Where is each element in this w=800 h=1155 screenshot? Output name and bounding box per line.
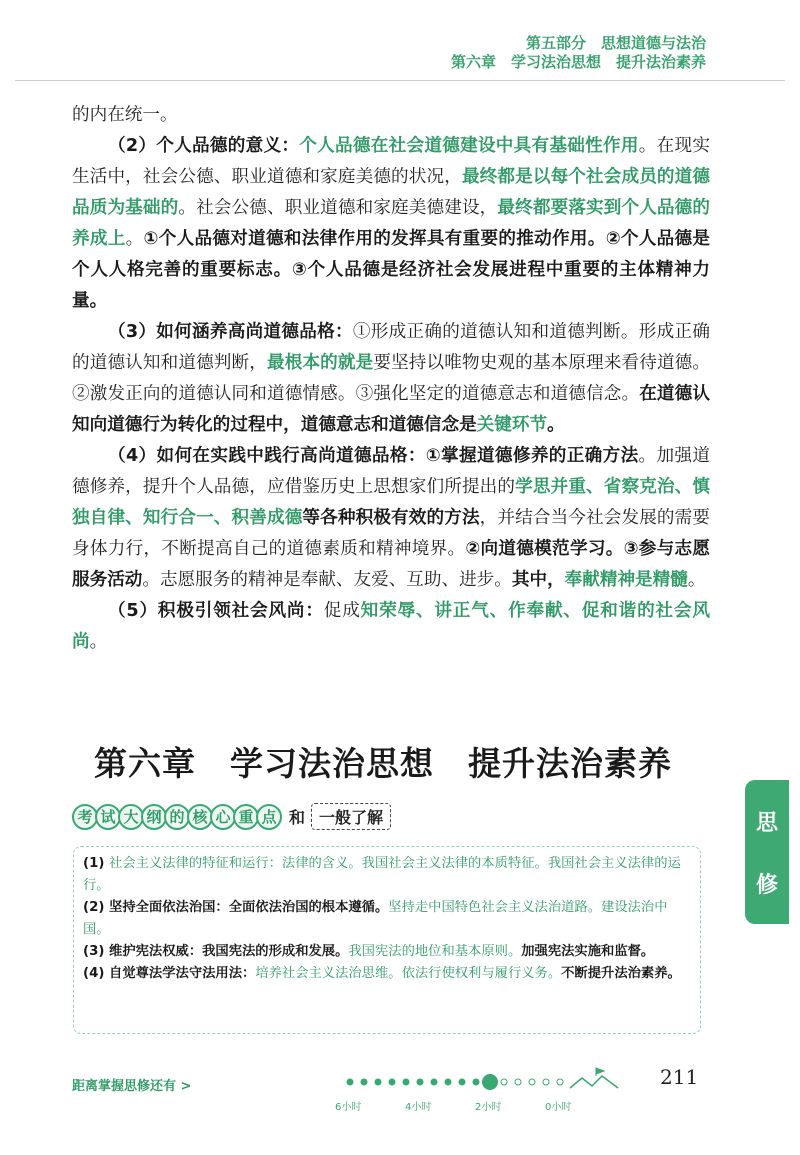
p4-text-1: 促成 [323, 601, 361, 621]
p1-title: （2）个人品德的意义： [108, 136, 300, 156]
timeline-dot [445, 1079, 451, 1085]
item-number: (1) [83, 856, 110, 871]
p2-green-2: 关键环节 [476, 415, 548, 435]
item-number: (4) [83, 966, 110, 981]
timeline-dot [529, 1079, 535, 1085]
timeline-dot [543, 1079, 549, 1085]
timeline-dot [375, 1079, 381, 1085]
core-char: 的 [164, 804, 190, 830]
p4-title: （5）积极引领社会风尚： [108, 601, 324, 621]
outline-item-2 [83, 897, 691, 941]
p3-title: （4）如何在实践中践行高尚道德品格： [108, 446, 426, 466]
timeline-dot [431, 1079, 437, 1085]
p1-bold-1: ①个人品德对道德和法律作用的发挥具有重要的推动作用。②个人品德是个人人格完善的重要标志。③个人品德是经济社会发展进程中重要的主体精神力量。 [72, 229, 710, 311]
timeline-dot [417, 1079, 423, 1085]
p2-text-2: 要坚持以唯物史观的基本原理来看待道德。②激发正向的道德认同和道德情感。③强化坚定的道德意志和道德信念。 [72, 353, 710, 404]
p3-text-3: 。志愿服务的精神是奉献、友爱、互助、进步。 [142, 570, 512, 590]
p3-text-4: 。 [687, 570, 706, 590]
p1-green-3: 最终都要落实到个人品德的养成上 [72, 198, 710, 249]
timeline-dot [361, 1079, 367, 1085]
header-part: 第五部分 思想道德与法治 [525, 34, 706, 52]
item-3-bold-2: 加强宪法实施和监督。 [521, 944, 655, 959]
side-tab-char: 修 [755, 872, 778, 898]
header-chapter: 第六章 学习法治思想 提升法治素养 [450, 53, 706, 71]
timeline-current-marker [482, 1074, 498, 1090]
outline-item-1 [83, 853, 691, 897]
p1-text-2: 。社会公德、职业道德和家庭美德建设， [178, 198, 498, 218]
chapter-title: 第六章 学习法治思想 提升法治素养 [94, 744, 672, 783]
legend-and: 和 [289, 808, 306, 827]
side-tab-char: 思 [755, 810, 778, 836]
p1-text-3: 。 [125, 229, 144, 249]
section-side-tab [745, 780, 789, 924]
item-2-bold: 坚持全面依法治国：全面依法治国的根本遵循。 [109, 900, 389, 915]
core-char: 纲 [141, 804, 167, 830]
p3-green-2: 奉献精神是精髓 [564, 570, 688, 590]
progress-caption: 距离掌握思修还有 > [72, 1079, 192, 1094]
core-char: 重 [233, 804, 259, 830]
p3-bold-2: 等各种积极有效的方法 [302, 508, 480, 528]
timeline-label: 0小时 [545, 1102, 572, 1113]
core-char: 大 [118, 804, 144, 830]
p1-text-1: 。在现实生活中，社会公德、职业道德和家庭美德的状况， [72, 136, 710, 187]
exam-outline-box [73, 846, 701, 1034]
timeline-dot [557, 1079, 563, 1085]
p2-bold-1: 在道德认知向道德行为转化的过程中，道德意志和道德信念是 [72, 384, 710, 435]
timeline-dot [347, 1079, 353, 1085]
paragraph-continuation: 的内在统一。 [72, 105, 178, 125]
p2-title: （3）如何涵养高尚道德品格： [108, 322, 353, 342]
item-3-bold: 维护宪法权威：我国宪法的形成和发展。 [109, 944, 349, 959]
timeline-label: 4小时 [405, 1102, 432, 1113]
p3-bold-3: ②向道德模范学习。③参与志愿服务活动 [72, 539, 710, 590]
paragraph-cultivate-morality [72, 317, 710, 441]
paragraph-personal-morality-significance [72, 131, 710, 317]
running-header [451, 34, 706, 72]
core-char: 心 [210, 804, 236, 830]
item-3-green: 我国宪法的地位和基本原则。 [348, 944, 522, 959]
p3-bold-1: ①掌握道德修养的正确方法 [425, 446, 639, 466]
timeline-label: 2小时 [475, 1102, 502, 1113]
p3-text-2: ，并结合当今社会发展的需要身体力行，不断提高自己的道德素质和精神境界。 [72, 508, 710, 559]
item-4-green: 培养社会主义法治思维。依法行使权利与履行义务。 [255, 966, 562, 981]
core-char: 考 [72, 804, 98, 830]
p3-green-1: 学思并重、省察克治、慎独自律、知行合一、积善成德 [72, 477, 710, 528]
timeline-label: 6小时 [335, 1102, 362, 1113]
mountain-icon [570, 1068, 618, 1088]
outline-item-4 [83, 963, 691, 985]
item-number: (3) [83, 944, 110, 959]
timeline-dot [403, 1079, 409, 1085]
paragraph-social-ethos [72, 596, 710, 658]
p1-green-2: 最终都是以每个社会成员的道德品质为基础的 [72, 167, 710, 218]
p2-bold-2: 。 [547, 415, 565, 435]
item-1-green: 社会主义法律的特征和运行：法律的含义。我国社会主义法律的本质特征。我国社会主义法律的运行。 [83, 856, 681, 893]
outline-item-3 [83, 941, 691, 963]
item-number: (2) [83, 900, 110, 915]
timeline-dot [459, 1079, 465, 1085]
body-text [72, 100, 710, 658]
core-char: 核 [187, 804, 213, 830]
item-2-green: 坚持走中国特色社会主义法治道路。建设法治中国。 [83, 900, 668, 937]
item-4-bold-2: 不断提升法治素养。 [561, 966, 681, 981]
item-4-bold: 自觉尊法学法守法用法： [109, 966, 256, 981]
p4-green-1: 知荣辱、讲正气、作奉献、促和谐的社会风尚 [72, 601, 710, 652]
p2-text-1: ①形成正确的道德认知和道德判断。形成正确的道德认知和道德判断， [72, 322, 710, 373]
timeline-dot [515, 1079, 521, 1085]
timeline-dot [473, 1079, 479, 1085]
p2-green-1: 最根本的就是 [266, 353, 374, 373]
timeline-dot [501, 1079, 507, 1085]
timeline-dot [389, 1079, 395, 1085]
general-understanding-label: 一般了解 [311, 803, 391, 830]
paragraph-practice-morality [72, 441, 710, 596]
p4-text-2: 。 [89, 632, 108, 652]
page-number: 211 [660, 1065, 699, 1089]
p3-bold-4: 其中， [511, 570, 565, 590]
p1-green-1: 个人品德在社会道德建设中具有基础性作用 [299, 136, 639, 156]
core-char: 点 [256, 804, 282, 830]
exam-outline-legend [72, 803, 391, 830]
p3-text-1: 。加强道德修养，提升个人品德，应借鉴历史上思想家们所提出的 [72, 446, 710, 497]
header-divider [15, 80, 785, 81]
core-char: 试 [95, 804, 121, 830]
